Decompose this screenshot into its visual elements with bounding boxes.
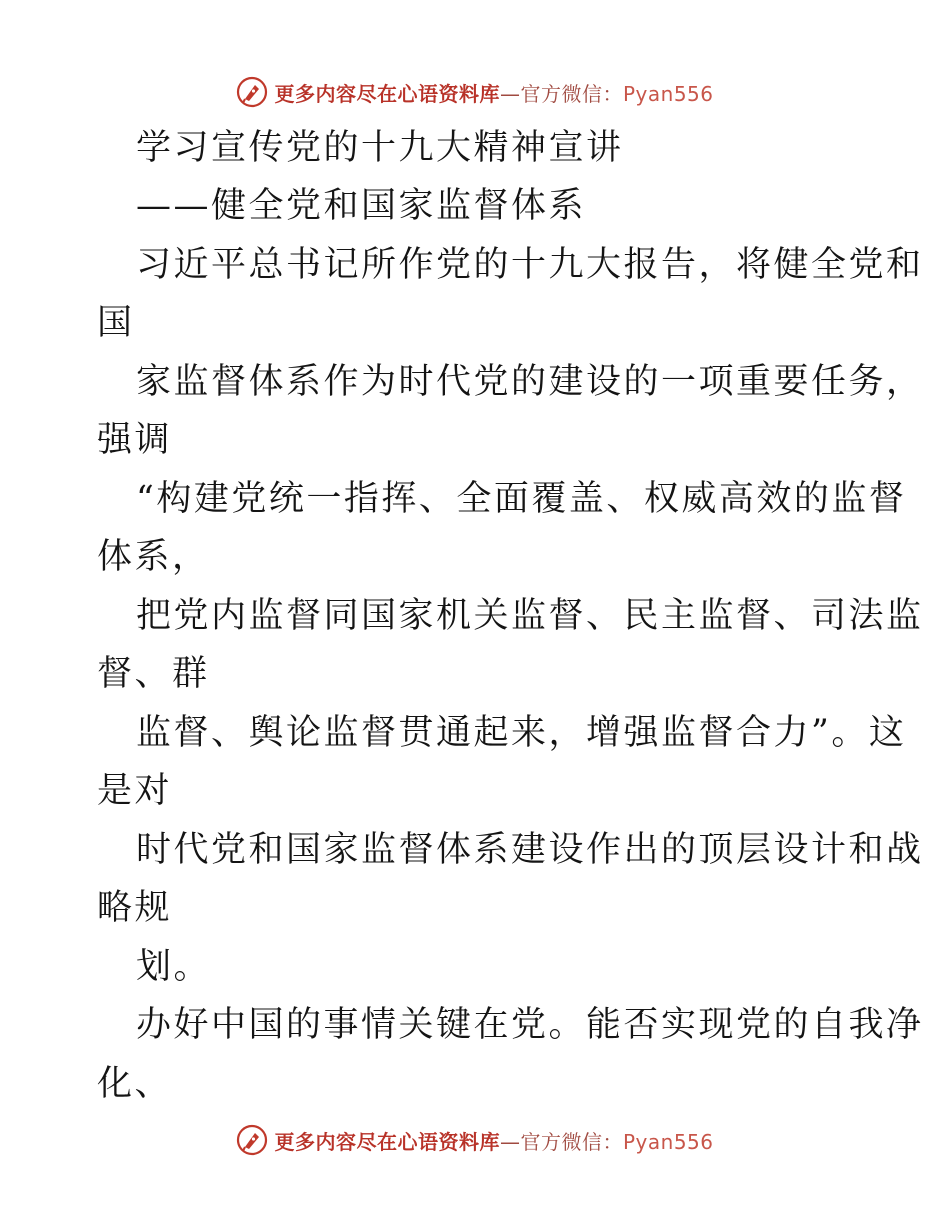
text-line: 习近平总书记所作党的十九大报告，将健全党和 [136, 245, 924, 285]
text-line: 家监督体系作为时代党的建设的一项重要任务， [136, 362, 924, 402]
watermark-brand: 更多内容尽在心语资料库 [274, 1129, 500, 1154]
pen-nib-logo-icon [236, 1124, 268, 1156]
text-line: 化、 [97, 1064, 173, 1104]
text-line: 体系， [97, 537, 210, 577]
text-line: 办好中国的事情关键在党。能否实现党的自我净 [136, 1005, 924, 1045]
text-line: 时代党和国家监督体系建设作出的顶层设计和战 [136, 830, 924, 870]
document-subtitle: ——健全党和国家监督体系 [136, 186, 587, 226]
text-line: 略规 [97, 888, 173, 928]
watermark-separator: —官方微信： [499, 1129, 623, 1154]
text-line: 划。 [136, 947, 212, 987]
watermark-account: Pyan556 [622, 81, 714, 106]
text-line: 国 [97, 303, 135, 343]
text-line: 是对 [97, 771, 173, 811]
footer-watermark [0, 1120, 950, 1160]
watermark-brand: 更多内容尽在心语资料库 [274, 81, 500, 106]
watermark-text [274, 1126, 713, 1155]
text-line: 监督、舆论监督贯通起来，增强监督合力”。这 [136, 713, 907, 753]
text-line: “构建党统一指挥、全面覆盖、权威高效的监督 [136, 479, 907, 519]
text-line: 强调 [97, 420, 173, 460]
text-line: 督、群 [97, 654, 210, 694]
document-title: 学习宣传党的十九大精神宣讲 [136, 128, 624, 168]
watermark-account: Pyan556 [622, 1129, 714, 1154]
text-line: 把党内监督同国家机关监督、民主监督、司法监 [136, 596, 924, 636]
watermark-separator: —官方微信： [499, 81, 623, 106]
